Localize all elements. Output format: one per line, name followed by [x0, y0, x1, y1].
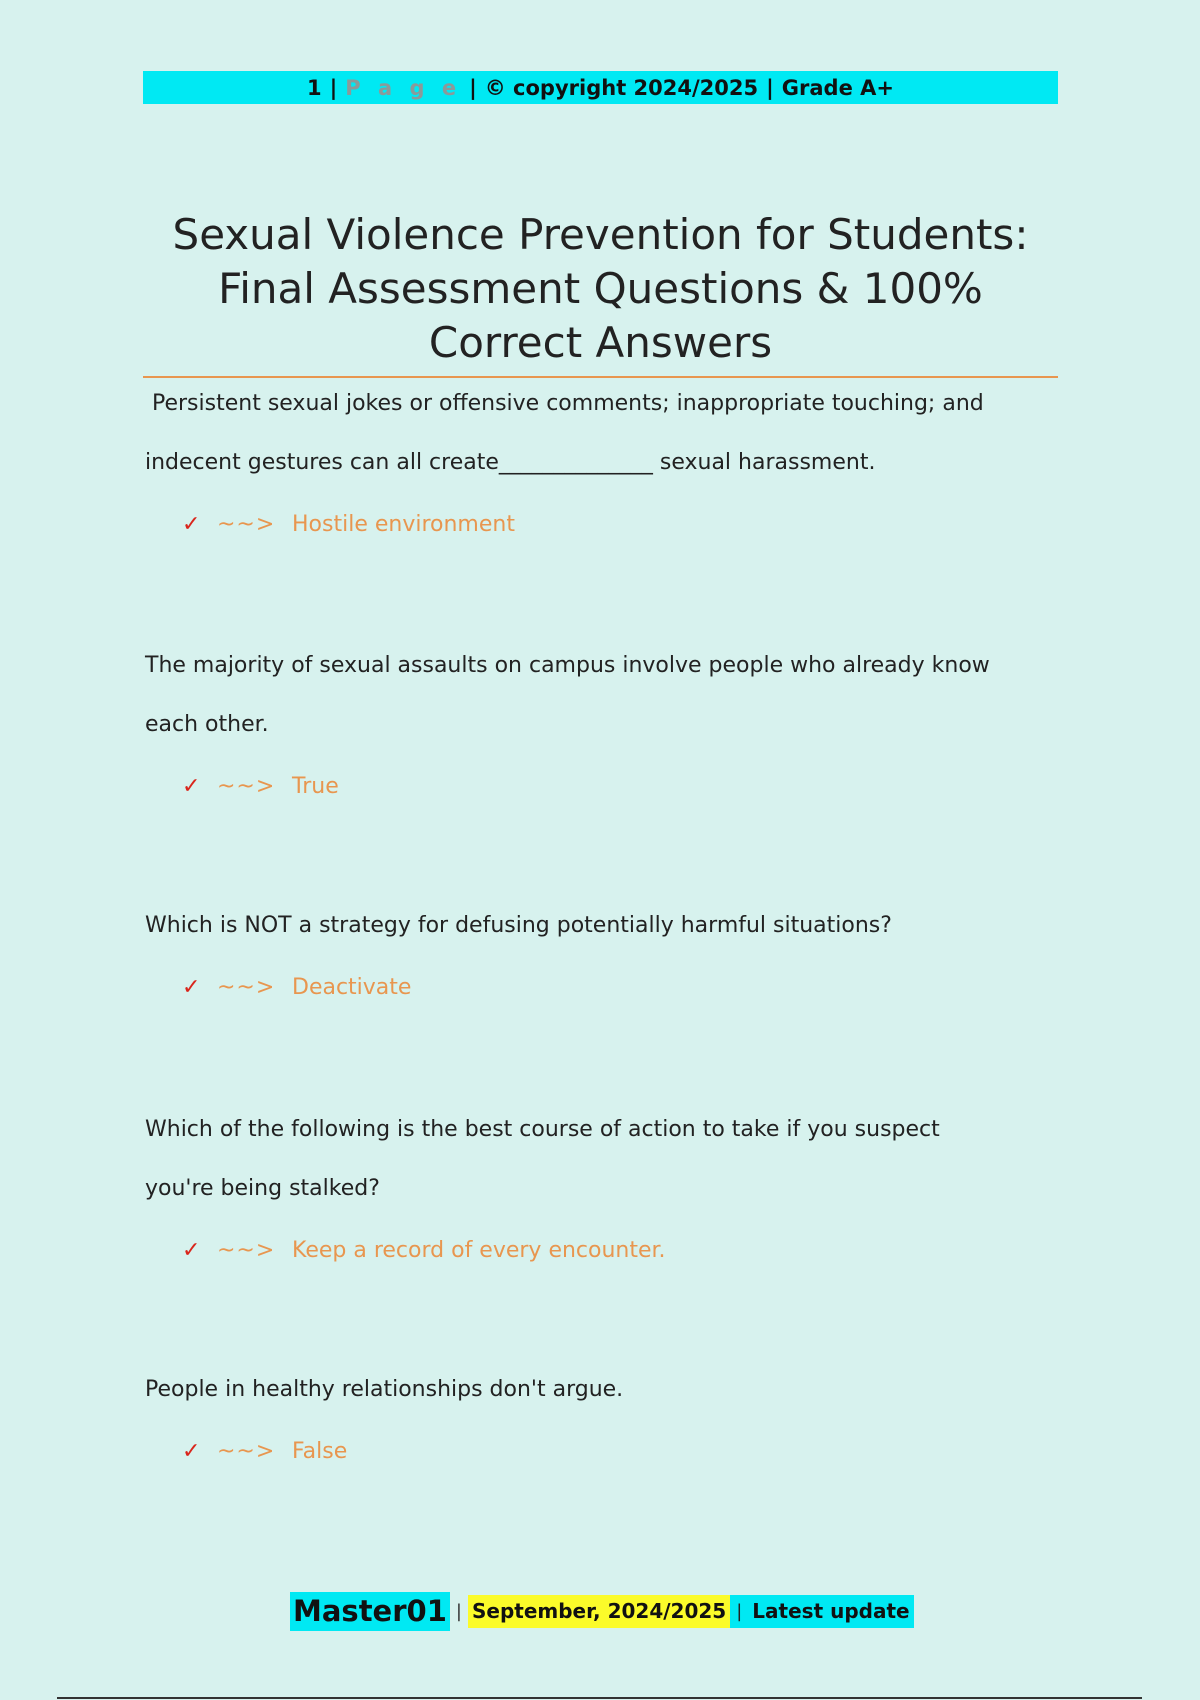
arrow-icon: ~~> — [217, 773, 276, 799]
page-word: P a g e — [345, 75, 462, 100]
question-line: Persistent sexual jokes or offensive comments; inappropriate touching; and — [145, 391, 984, 416]
title-line: Sexual Violence Prevention for Students: — [172, 210, 1029, 259]
footer-update: Latest update — [748, 1595, 913, 1628]
arrow-icon: ~~> — [217, 974, 276, 1000]
answer-text: False — [292, 1438, 348, 1464]
document-title — [143, 208, 1058, 370]
page-footer — [290, 1592, 914, 1631]
copyright-text: © copyright 2024/2025 — [484, 75, 759, 100]
answer-row — [145, 967, 1065, 1007]
grade-text: Grade A+ — [781, 75, 894, 100]
title-line: Final Assessment Questions & 100% — [218, 264, 983, 313]
answer-text: True — [292, 773, 339, 799]
question-text — [145, 636, 1065, 754]
answer-text: Hostile environment — [292, 511, 515, 537]
qa-item — [145, 1360, 1065, 1471]
check-icon: ✓ — [182, 773, 201, 799]
question-text — [145, 1100, 1065, 1218]
page-header-bar — [143, 71, 1058, 104]
answer-row — [145, 1230, 1065, 1270]
check-icon: ✓ — [182, 1438, 201, 1464]
question-line: each other. — [145, 712, 269, 737]
qa-item — [145, 896, 1065, 1100]
question-line: you're being stalked? — [145, 1176, 380, 1201]
question-text — [145, 1360, 1065, 1419]
title-line: Correct Answers — [428, 318, 773, 367]
arrow-icon: ~~> — [217, 1237, 276, 1263]
answer-text: Keep a record of every encounter. — [292, 1237, 666, 1263]
header-separator: | — [469, 75, 477, 100]
footer-separator: | — [455, 1601, 462, 1622]
answer-row — [145, 1431, 1065, 1471]
question-line: indecent gestures can all create______________ sexual harassment. — [145, 450, 876, 475]
question-text — [145, 374, 1065, 492]
header-separator: | — [329, 75, 338, 100]
qa-item — [145, 636, 1065, 896]
check-icon: ✓ — [182, 974, 201, 1000]
bottom-divider — [57, 1697, 1142, 1699]
footer-date: September, 2024/2025 — [468, 1595, 730, 1628]
footer-brand: Master01 — [290, 1592, 450, 1631]
arrow-icon: ~~> — [217, 1438, 276, 1464]
check-icon: ✓ — [182, 511, 201, 537]
page-number: 1 — [307, 75, 322, 100]
check-icon: ✓ — [182, 1237, 201, 1263]
qa-item — [145, 374, 1065, 636]
question-line: The majority of sexual assaults on campus involve people who already know — [145, 653, 990, 678]
question-line: Which of the following is the best course of action to take if you suspect — [145, 1117, 940, 1142]
qa-list — [145, 374, 1065, 1471]
arrow-icon: ~~> — [217, 511, 276, 537]
qa-item — [145, 1100, 1065, 1360]
question-line: People in healthy relationships don't argue. — [145, 1377, 624, 1402]
answer-text: Deactivate — [292, 974, 412, 1000]
question-line: Which is NOT a strategy for defusing potentially harmful situations? — [145, 913, 892, 938]
answer-row — [145, 504, 1065, 544]
answer-row — [145, 766, 1065, 806]
header-separator: | — [766, 75, 774, 100]
question-text — [145, 896, 1065, 955]
footer-separator: | — [730, 1595, 748, 1628]
